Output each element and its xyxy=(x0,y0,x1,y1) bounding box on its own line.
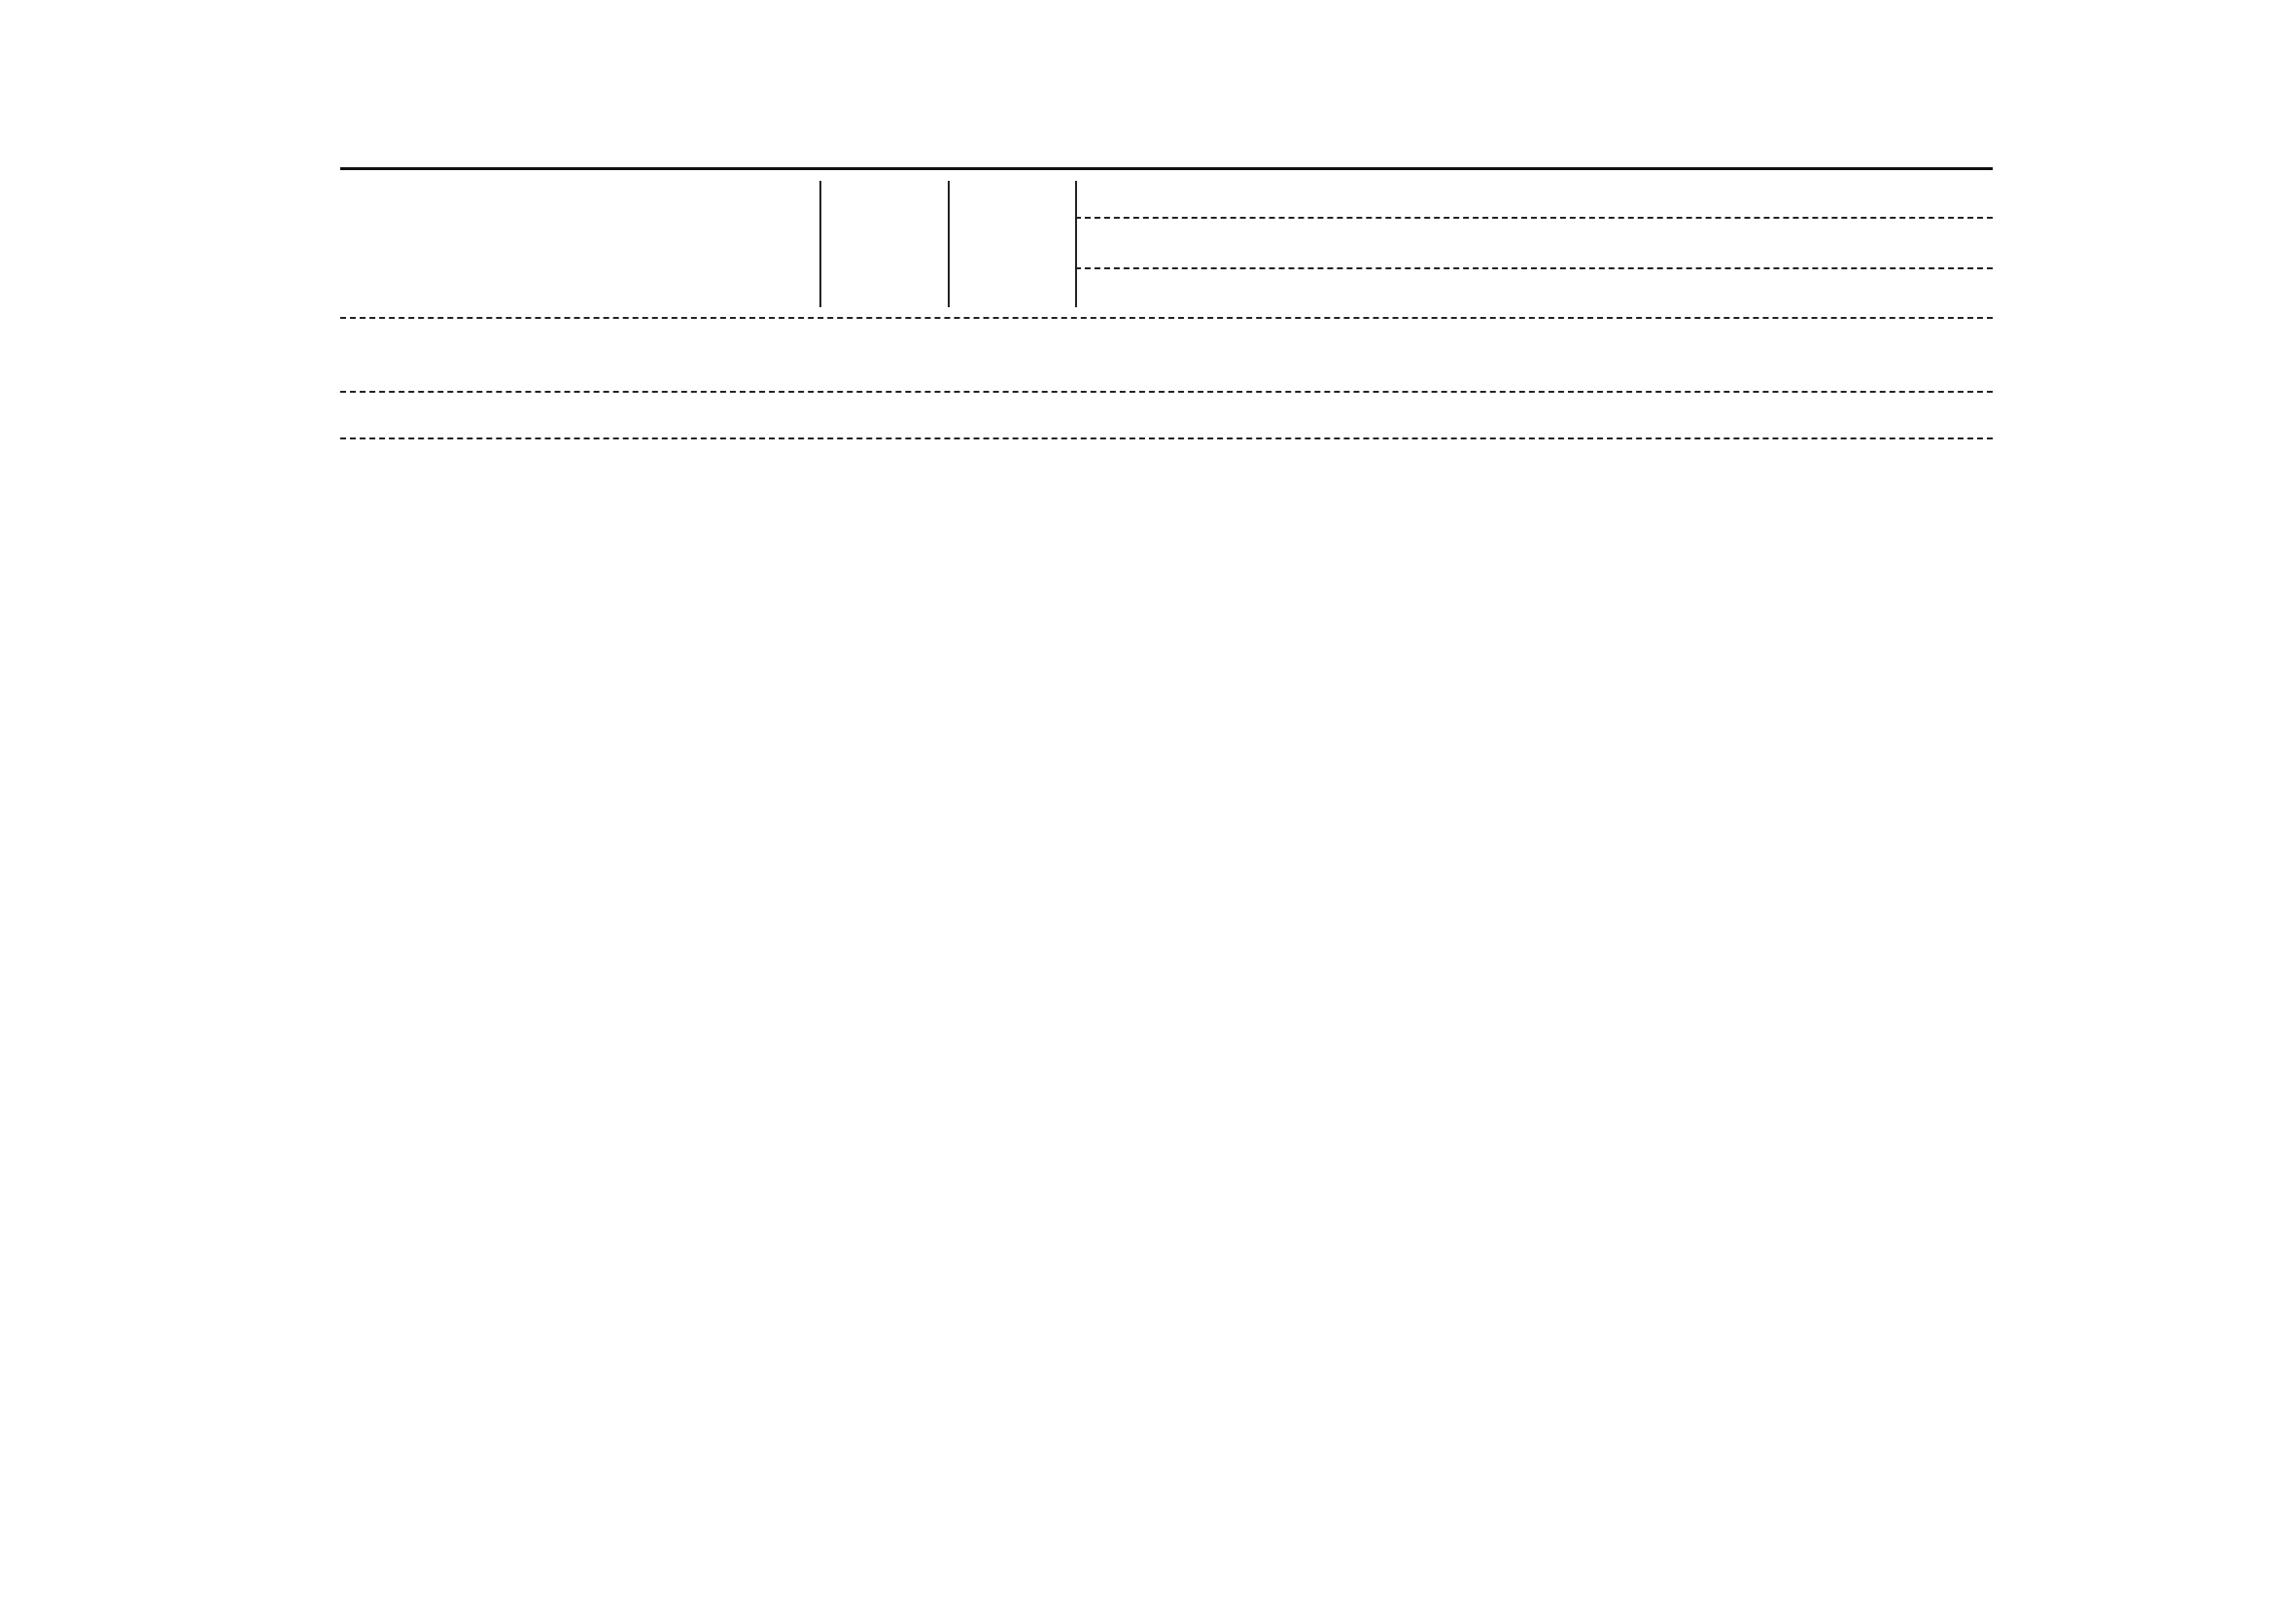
labor-bottom-rule xyxy=(340,391,1993,393)
heights-rule xyxy=(1075,267,1993,269)
table-top-rule xyxy=(340,167,1993,170)
machines-bottom-rule xyxy=(340,437,1993,439)
header-divider-code xyxy=(948,181,950,307)
header-bottom-rule xyxy=(340,317,1993,319)
header-divider-unit xyxy=(1075,181,1077,307)
height-label-rule xyxy=(1075,217,1993,219)
header-divider-name xyxy=(819,181,821,307)
